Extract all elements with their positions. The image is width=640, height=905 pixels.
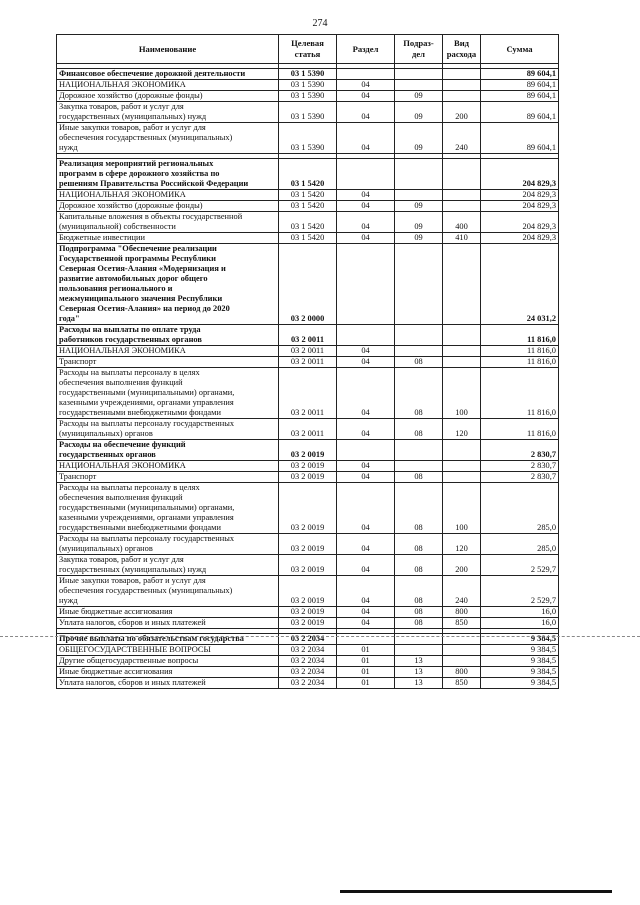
row-subsection: 08 [395,555,443,576]
table-row [57,656,559,667]
table-row [57,91,559,102]
row-target-article: 03 1 5420 [279,201,337,212]
page-number: 274 [312,18,328,29]
row-section [337,159,395,190]
row-section: 04 [337,102,395,123]
row-sum: 9 384,5 [481,678,559,689]
row-subsection [395,80,443,91]
row-subsection [395,461,443,472]
header-expense-type: Вид расхода [443,35,481,64]
row-target-article: 03 1 5390 [279,69,337,80]
row-expense-type: 800 [443,667,481,678]
row-section: 04 [337,346,395,357]
row-section: 04 [337,190,395,201]
table-row [57,325,559,346]
row-expense-type [443,69,481,80]
row-target-article: 03 2 2034 [279,656,337,667]
row-target-article: 03 2 0011 [279,325,337,346]
row-target-article: 03 1 5390 [279,91,337,102]
row-subsection: 08 [395,534,443,555]
row-sum: 285,0 [481,534,559,555]
row-section: 04 [337,233,395,244]
row-target-article: 03 2 0011 [279,368,337,419]
row-target-article: 03 2 0011 [279,357,337,368]
row-name: Расходы на выплаты персоналу в целях обеспечения выполнения функций государственными (муниципальными) органами, казенными учреждениями, органами управления государственными внебюджетными фондами [57,368,279,419]
row-sum: 9 384,5 [481,645,559,656]
row-sum: 2 830,7 [481,461,559,472]
row-section: 04 [337,461,395,472]
row-expense-type [443,91,481,102]
table-row [57,123,559,154]
table-row [57,419,559,440]
table-row [57,212,559,233]
row-expense-type [443,201,481,212]
table-row [57,576,559,607]
row-expense-type [443,244,481,325]
row-sum: 89 604,1 [481,123,559,154]
row-target-article: 03 2 2034 [279,667,337,678]
row-expense-type [443,656,481,667]
row-sum: 89 604,1 [481,91,559,102]
row-section: 04 [337,419,395,440]
table-row [57,190,559,201]
table-row [57,483,559,534]
row-sum: 204 829,3 [481,201,559,212]
row-subsection: 08 [395,357,443,368]
row-sum: 89 604,1 [481,69,559,80]
row-subsection [395,346,443,357]
table-row [57,667,559,678]
table-row [57,440,559,461]
row-target-article: 03 2 0019 [279,576,337,607]
header-name: Наименование [57,35,279,64]
row-section: 04 [337,534,395,555]
row-sum: 11 816,0 [481,357,559,368]
table-header-row [57,35,559,64]
table-row [57,69,559,80]
row-subsection [395,190,443,201]
row-target-article: 03 1 5420 [279,212,337,233]
row-name: Бюджетные инвестиции [57,233,279,244]
row-target-article: 03 2 0019 [279,534,337,555]
row-sum: 2 830,7 [481,440,559,461]
row-target-article: 03 2 2034 [279,678,337,689]
row-expense-type: 410 [443,233,481,244]
header-sum: Сумма [481,35,559,64]
row-target-article: 03 1 5390 [279,123,337,154]
row-target-article: 03 2 0019 [279,472,337,483]
row-sum: 2 529,7 [481,555,559,576]
row-expense-type [443,346,481,357]
row-name: Финансовое обеспечение дорожной деятельности [57,69,279,80]
row-name: Закупка товаров, работ и услуг для государственных (муниципальных) нужд [57,102,279,123]
row-expense-type [443,461,481,472]
row-expense-type: 200 [443,102,481,123]
row-sum: 89 604,1 [481,80,559,91]
row-expense-type: 800 [443,607,481,618]
table-row [57,534,559,555]
row-sum: 9 384,5 [481,656,559,667]
row-name: Расходы на выплаты персоналу государственных (муниципальных) органов [57,534,279,555]
row-name: НАЦИОНАЛЬНАЯ ЭКОНОМИКА [57,346,279,357]
row-sum: 11 816,0 [481,346,559,357]
table-row [57,201,559,212]
row-sum: 2 529,7 [481,576,559,607]
table-row [57,244,559,325]
row-name: Прочие выплаты по обязательствам государства [57,634,279,645]
row-subsection: 09 [395,201,443,212]
row-name: Иные закупки товаров, работ и услуг для обеспечения государственных (муниципальных) нужд [57,576,279,607]
row-subsection: 08 [395,368,443,419]
table-row [57,555,559,576]
row-expense-type [443,159,481,190]
table-row [57,159,559,190]
row-name: Расходы на выплаты персоналу государственных (муниципальных) органов [57,419,279,440]
row-name: НАЦИОНАЛЬНАЯ ЭКОНОМИКА [57,190,279,201]
row-name: Дорожное хозяйство (дорожные фонды) [57,91,279,102]
row-section: 04 [337,80,395,91]
row-subsection: 08 [395,472,443,483]
row-target-article: 03 1 5420 [279,233,337,244]
row-subsection: 09 [395,91,443,102]
table-row [57,645,559,656]
row-section: 04 [337,555,395,576]
row-sum: 16,0 [481,618,559,629]
row-target-article: 03 2 0011 [279,419,337,440]
row-sum: 285,0 [481,483,559,534]
row-subsection [395,69,443,80]
row-subsection: 08 [395,419,443,440]
row-name: НАЦИОНАЛЬНАЯ ЭКОНОМИКА [57,80,279,91]
table-row [57,368,559,419]
row-sum: 204 829,3 [481,233,559,244]
row-subsection [395,244,443,325]
row-target-article: 03 2 0019 [279,607,337,618]
row-target-article: 03 2 0019 [279,618,337,629]
header-subsection: Подраз- дел [395,35,443,64]
budget-table [56,34,559,689]
row-section: 04 [337,472,395,483]
row-expense-type: 120 [443,534,481,555]
row-target-article: 03 2 2034 [279,645,337,656]
row-sum: 9 384,5 [481,634,559,645]
row-name: Капитальные вложения в объекты государственной (муниципальной) собственности [57,212,279,233]
row-expense-type: 120 [443,419,481,440]
row-target-article: 03 1 5420 [279,159,337,190]
scan-artifact-bottom-bar [340,890,612,893]
row-expense-type: 100 [443,368,481,419]
row-name: Иные бюджетные ассигнования [57,667,279,678]
row-expense-type [443,645,481,656]
row-name: Иные бюджетные ассигнования [57,607,279,618]
row-name: Дорожное хозяйство (дорожные фонды) [57,201,279,212]
row-target-article: 03 1 5390 [279,102,337,123]
row-subsection: 13 [395,656,443,667]
row-name: ОБЩЕГОСУДАРСТВЕННЫЕ ВОПРОСЫ [57,645,279,656]
row-expense-type [443,357,481,368]
row-target-article: 03 1 5390 [279,80,337,91]
table-body [57,64,559,689]
row-expense-type [443,325,481,346]
row-target-article: 03 2 0019 [279,483,337,534]
row-subsection: 09 [395,102,443,123]
row-subsection [395,159,443,190]
row-expense-type: 240 [443,576,481,607]
row-name: Закупка товаров, работ и услуг для государственных (муниципальных) нужд [57,555,279,576]
row-sum: 11 816,0 [481,325,559,346]
header-target-article: Целевая статья [279,35,337,64]
row-section: 04 [337,618,395,629]
table-row [57,461,559,472]
row-sum: 204 829,3 [481,190,559,201]
row-sum: 11 816,0 [481,419,559,440]
table-row [57,102,559,123]
row-sum: 24 031,2 [481,244,559,325]
row-subsection: 09 [395,212,443,233]
row-subsection: 08 [395,483,443,534]
row-sum: 204 829,3 [481,159,559,190]
row-subsection: 08 [395,576,443,607]
table-row [57,357,559,368]
row-section: 01 [337,656,395,667]
row-name: Другие общегосударственные вопросы [57,656,279,667]
row-section: 04 [337,368,395,419]
row-sum: 9 384,5 [481,667,559,678]
scan-artifact-dashed-line [0,636,640,637]
row-section: 01 [337,667,395,678]
row-sum: 2 830,7 [481,472,559,483]
row-name: Транспорт [57,357,279,368]
row-section: 04 [337,201,395,212]
row-section: 04 [337,123,395,154]
row-section: 01 [337,645,395,656]
row-expense-type: 850 [443,678,481,689]
row-section: 04 [337,212,395,233]
row-sum: 204 829,3 [481,212,559,233]
row-subsection: 09 [395,233,443,244]
row-section: 04 [337,607,395,618]
row-section [337,325,395,346]
row-expense-type [443,190,481,201]
row-name: Расходы на выплаты персоналу в целях обеспечения выполнения функций государственными (муниципальными) органами, казенными учреждениями, органами управления государственными внебюджетными фондами [57,483,279,534]
row-subsection: 09 [395,123,443,154]
row-subsection [395,440,443,461]
table-row [57,607,559,618]
row-section: 04 [337,576,395,607]
row-name: Иные закупки товаров, работ и услуг для обеспечения государственных (муниципальных) нужд [57,123,279,154]
row-sum: 89 604,1 [481,102,559,123]
row-section: 04 [337,357,395,368]
row-name: НАЦИОНАЛЬНАЯ ЭКОНОМИКА [57,461,279,472]
row-name: Уплата налогов, сборов и иных платежей [57,678,279,689]
row-name: Расходы на выплаты по оплате труда работников государственных органов [57,325,279,346]
row-expense-type: 240 [443,123,481,154]
row-subsection [395,645,443,656]
row-section: 04 [337,91,395,102]
row-name: Расходы на обеспечение функций государственных органов [57,440,279,461]
row-section: 01 [337,678,395,689]
row-name: Реализация мероприятий региональных программ в сфере дорожного хозяйства по решениям Правительства Российской Федерации [57,159,279,190]
table-row [57,618,559,629]
row-target-article: 03 2 0019 [279,461,337,472]
header-section: Раздел [337,35,395,64]
row-target-article: 03 2 0000 [279,244,337,325]
row-target-article: 03 2 2034 [279,634,337,645]
table-row [57,80,559,91]
row-subsection: 13 [395,667,443,678]
row-name: Подпрограмма "Обеспечение реализации Государственной программы Республики Северная Осетия-Алания «Модернизация и развитие автомобильных дорог общего пользования регионального и межмуниципального значения Республики Северная Осетия-Алания» на период до 2020 года" [57,244,279,325]
row-name: Транспорт [57,472,279,483]
row-expense-type: 400 [443,212,481,233]
row-section: 04 [337,483,395,534]
row-target-article: 03 2 0019 [279,555,337,576]
row-expense-type: 100 [443,483,481,534]
row-expense-type: 850 [443,618,481,629]
row-subsection: 13 [395,678,443,689]
row-subsection: 08 [395,607,443,618]
row-section [337,440,395,461]
row-expense-type [443,440,481,461]
row-sum: 16,0 [481,607,559,618]
row-target-article: 03 2 0011 [279,346,337,357]
table-row [57,678,559,689]
row-expense-type [443,472,481,483]
row-subsection [395,325,443,346]
table-row [57,346,559,357]
row-expense-type: 200 [443,555,481,576]
row-section [337,244,395,325]
row-section [337,69,395,80]
table-row [57,233,559,244]
row-sum: 11 816,0 [481,368,559,419]
row-target-article: 03 2 0019 [279,440,337,461]
row-subsection: 08 [395,618,443,629]
row-name: Уплата налогов, сборов и иных платежей [57,618,279,629]
row-expense-type [443,80,481,91]
table-row [57,472,559,483]
row-target-article: 03 1 5420 [279,190,337,201]
